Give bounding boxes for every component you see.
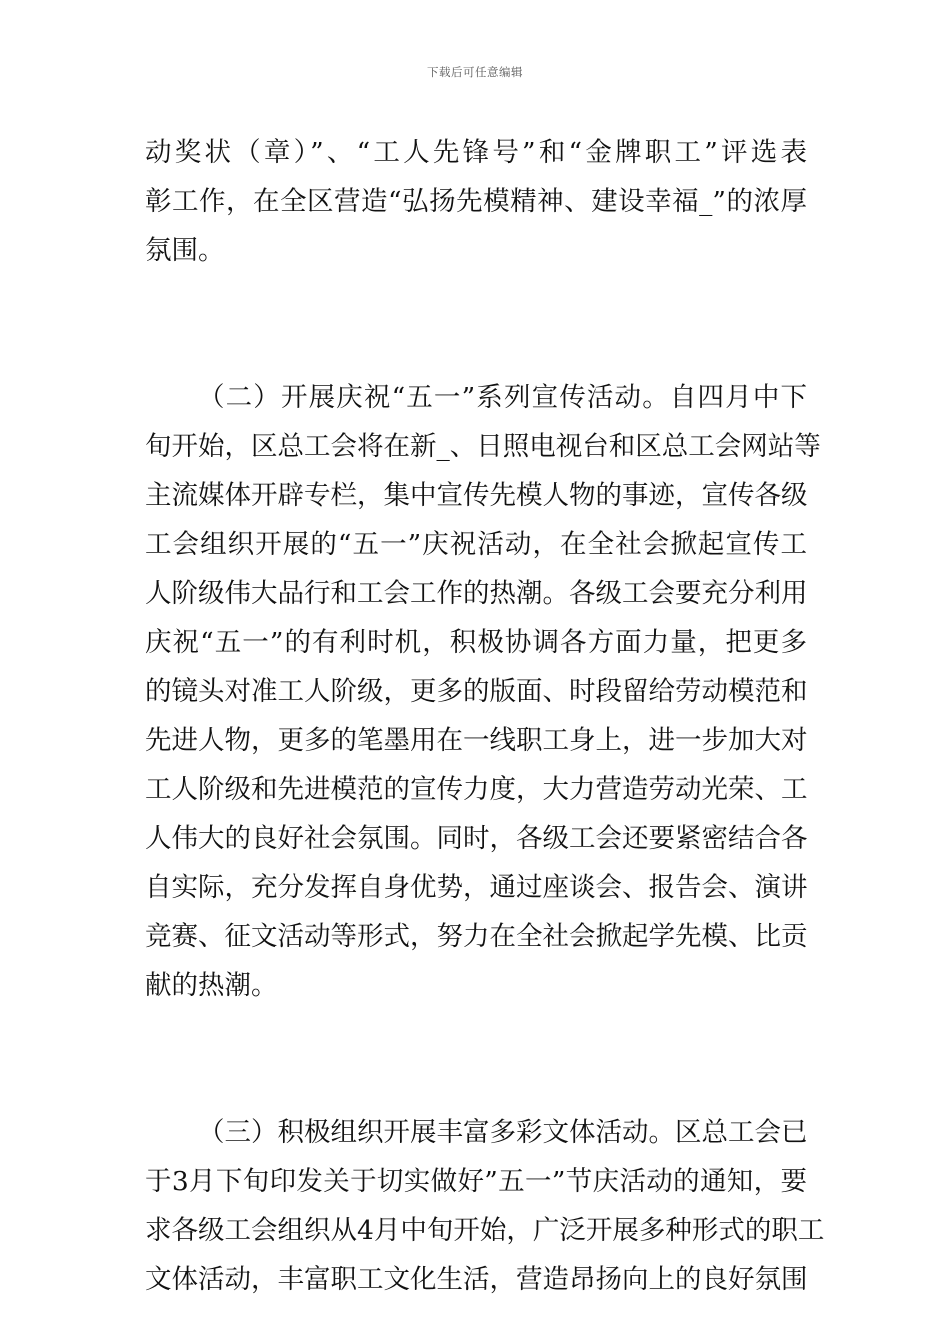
text-line: 动奖状（章）”、“工人先锋号”和“金牌职工”评选表 — [145, 137, 807, 168]
text-line: 献的热潮。 — [145, 970, 278, 1001]
text-line: 的镜头对准工人阶级，更多的版面、时段留给劳动模范和 — [145, 676, 808, 707]
page-header: 下载后可任意编辑 — [427, 65, 523, 79]
document-body — [145, 128, 825, 1304]
paragraph-award-selection — [145, 128, 807, 275]
text-line: 工人阶级和先进模范的宣传力度，大力营造劳动光荣、工 — [145, 774, 808, 805]
text-line: 工会组织开展的“五一”庆祝活动，在全社会掀起宣传工 — [145, 529, 807, 560]
text-line: 主流媒体开辟专栏，集中宣传先模人物的事迹，宣传各级 — [145, 480, 808, 511]
text-line: 人伟大的良好社会氛围。同时，各级工会还要紧密结合各 — [145, 823, 808, 854]
text-line: 求各级工会组织从4月中旬开始，广泛开展多种形式的职工 — [145, 1215, 825, 1246]
paragraph-spacer — [145, 1010, 807, 1108]
text-line: 氛围。 — [145, 235, 225, 266]
text-line: 于3月下旬印发关于切实做好”五一”节庆活动的通知，要 — [145, 1166, 807, 1197]
text-line: （二）开展庆祝“五一”系列宣传活动。自四月中下 — [198, 382, 807, 413]
text-line: （三）积极组织开展丰富多彩文体活动。区总工会已 — [198, 1117, 808, 1148]
text-line: 彰工作，在全区营造“弘扬先模精神、建设幸福_”的浓厚 — [145, 186, 807, 217]
text-line: 先进人物，更多的笔墨用在一线职工身上，进一步加大对 — [145, 725, 808, 756]
paragraph-cultural-sports-activities — [145, 1108, 825, 1304]
paragraph-spacer — [145, 275, 807, 373]
text-line: 自实际，充分发挥自身优势，通过座谈会、报告会、演讲 — [145, 872, 808, 903]
text-line: 竞赛、征文活动等形式，努力在全社会掀起学先模、比贡 — [145, 921, 808, 952]
text-line: 庆祝“五一”的有利时机，积极协调各方面力量，把更多 — [145, 627, 807, 658]
text-line: 旬开始，区总工会将在新_、日照电视台和区总工会网站等 — [145, 431, 821, 462]
text-line: 人阶级伟大品行和工会工作的热潮。各级工会要充分利用 — [145, 578, 808, 609]
text-line: 文体活动，丰富职工文化生活，营造昂扬向上的良好氛围 — [145, 1264, 808, 1295]
paragraph-publicity-activities — [145, 373, 821, 1010]
